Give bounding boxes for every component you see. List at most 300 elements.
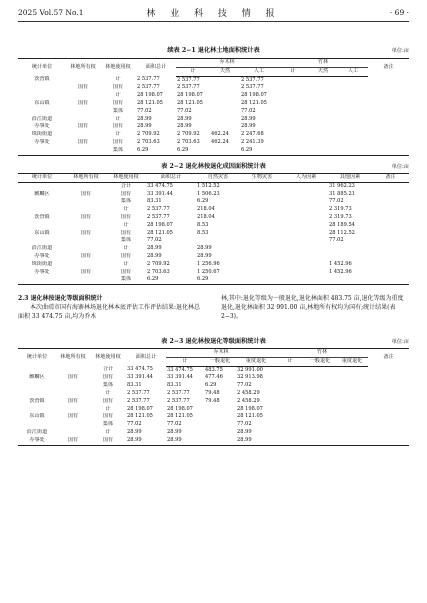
table-cell: [66, 108, 100, 116]
table-cell: [18, 84, 66, 92]
table-cell: 28.99: [237, 428, 252, 435]
table-cell: 31 962.23: [329, 182, 355, 189]
table-cell: 28 198.07: [237, 405, 263, 412]
table-cell: 珠街街道: [31, 131, 53, 138]
table-cell: [368, 413, 409, 421]
table-cell: 28.99: [241, 123, 256, 130]
table-cell: 合计: [120, 182, 132, 189]
table-cell: [368, 92, 409, 100]
table-cell: [304, 374, 336, 382]
table-row: [18, 261, 409, 269]
table-cell: [18, 237, 66, 245]
table-cell: [338, 92, 368, 100]
table-cell: [240, 222, 284, 230]
table2-header-cell: 备注: [372, 174, 409, 183]
table-cell: 2 537.77: [177, 84, 200, 91]
table-cell: 沿江街道: [31, 115, 53, 122]
table-cell: [18, 421, 56, 429]
table-cell: [18, 366, 56, 374]
table-cell: [18, 222, 66, 230]
table-cell: 国有: [112, 123, 124, 130]
table-cell: 计: [115, 92, 121, 99]
table-row: [18, 131, 409, 139]
table-cell: 2 537.77: [241, 76, 264, 83]
table-cell: [18, 406, 56, 414]
table2-header-cell: 面积总计: [146, 174, 196, 183]
table-row: [18, 269, 409, 277]
section-text-left: 本次曲靖市国有海寨林场退化林本底评估工作评估结果:退化林总面积 33 474.75 亩,均为乔木: [18, 304, 201, 321]
table-cell: 国有: [80, 268, 92, 275]
table-cell: 28.99: [241, 115, 256, 122]
table-cell: [56, 429, 90, 437]
table-cell: [284, 276, 328, 284]
table-row: [18, 421, 409, 429]
table-row: [18, 214, 409, 222]
table-cell: [284, 191, 328, 199]
table-cell: 28 121.05: [177, 99, 203, 106]
table-cell: 28.99: [237, 436, 252, 443]
table-row: [18, 382, 409, 390]
table-cell: 32 991.00: [237, 366, 263, 373]
table-cell: 8.53: [197, 221, 209, 228]
table-cell: [204, 413, 236, 421]
table-cell: [304, 437, 336, 445]
table1-header-use: 林地使用权: [105, 63, 131, 70]
table-cell: [368, 366, 409, 374]
journal-volume: 2025 Vol.57 No.1: [18, 8, 84, 17]
table-cell: [276, 366, 304, 374]
table-cell: [368, 108, 409, 116]
table-cell: [278, 116, 308, 124]
table-cell: 28.99: [127, 436, 142, 443]
table-cell: [336, 421, 368, 429]
table3-sub: 一般退化: [304, 357, 336, 366]
table-cell: 国有: [80, 190, 92, 197]
table-cell: 珠街街道: [31, 260, 53, 267]
table-cell: [278, 76, 308, 84]
table-cell: [372, 206, 409, 214]
table-cell: 77.02: [241, 107, 256, 114]
table-cell: [304, 390, 336, 398]
page-number: · 69 ·: [389, 8, 409, 17]
table2-header-cell: 人为因素: [284, 174, 328, 183]
table-row: [18, 139, 409, 147]
table-row: [18, 100, 409, 108]
table3-sub: 计: [276, 357, 304, 366]
table-cell: 28.99: [137, 123, 152, 130]
table-cell: [278, 92, 308, 100]
table-cell: [210, 147, 240, 155]
table-cell: [368, 76, 409, 84]
table-cell: [372, 191, 409, 199]
table1-sub: 人工: [338, 67, 368, 76]
table-cell: [368, 116, 409, 124]
table-cell: 国有: [102, 436, 114, 443]
table-cell: 2 703.63: [137, 138, 160, 145]
table-cell: [210, 123, 240, 131]
table-cell: 28 198.07: [241, 92, 267, 99]
table-cell: 28.99: [127, 428, 142, 435]
table-cell: 2 537.77: [241, 84, 264, 91]
table-cell: [338, 100, 368, 108]
table-cell: [368, 131, 409, 139]
table2-header-cell: 林地所有权: [66, 174, 106, 183]
table-cell: 计: [123, 260, 129, 267]
table-cell: 33 474.75: [147, 182, 173, 189]
table-cell: [338, 147, 368, 155]
table-row: [18, 198, 409, 206]
table-cell: [308, 147, 338, 155]
table3-sub: 重度退化: [236, 357, 276, 366]
table-cell: 462.24: [211, 131, 229, 138]
table-cell: 77.02: [329, 198, 344, 205]
table-cell: [368, 398, 409, 406]
table2-unit: 单位:亩: [391, 164, 409, 170]
running-header: [18, 6, 409, 20]
table3-header-arbor: 乔木林: [166, 349, 276, 358]
table1-header-bamboo: 竹林: [278, 59, 368, 68]
table-cell: [66, 182, 106, 190]
table-cell: [66, 131, 100, 139]
table-row: [18, 76, 409, 84]
table-cell: 国有: [112, 99, 124, 106]
table-cell: 国有: [112, 138, 124, 145]
table-cell: [284, 237, 328, 245]
table1-unit: 单位:亩: [391, 48, 409, 54]
table-cell: [284, 206, 328, 214]
table-cell: 2 709.92: [137, 131, 160, 138]
table-row: [18, 222, 409, 230]
table-cell: 28.99: [147, 245, 162, 252]
table-cell: [304, 421, 336, 429]
table-cell: 2 241.39: [241, 138, 264, 145]
table-cell: [372, 245, 409, 253]
table-cell: 国有: [77, 138, 89, 145]
table-cell: [240, 237, 284, 245]
table-cell: 茨营镇: [34, 213, 50, 220]
table3-header-total: 面积总计: [135, 353, 157, 360]
table-cell: [368, 406, 409, 414]
table-cell: 83.31: [147, 198, 162, 205]
table-cell: [308, 76, 338, 84]
table-cell: 2 537.77: [147, 206, 170, 213]
table-cell: [240, 253, 284, 261]
table-cell: 2 537.77: [177, 76, 200, 83]
table3-caption: 表 2−3 退化林按退化等级面积统计表: [161, 338, 266, 345]
table-cell: [284, 253, 328, 261]
table-row: [18, 108, 409, 116]
table-cell: 集体: [102, 382, 114, 389]
table-row: [18, 245, 409, 253]
journal-title: 林 业 科 技 情 报: [146, 9, 281, 19]
table3-sub: 计: [166, 357, 204, 366]
table1-header-note: 备注: [383, 63, 394, 70]
table3-header-use: 林地使用权: [95, 353, 121, 360]
table-cell: [304, 413, 336, 421]
section-text-right: 林,其中:退化等级为一般退化,退化林面积 483.75 亩,退化等级为重度退化,退化林面积 32 991.00 亩,林地所有权均为国有;统计结果(表 2−3)。: [221, 295, 404, 321]
table-cell: [284, 245, 328, 253]
table-cell: [240, 191, 284, 199]
table-cell: 计: [123, 221, 129, 228]
table-cell: 218.04: [197, 206, 215, 213]
table-row: [18, 147, 409, 155]
table-cell: [308, 100, 338, 108]
table-cell: 28.99: [197, 252, 212, 259]
table3-body: [18, 366, 409, 445]
table-cell: [66, 147, 100, 155]
section-heading: 2.3 退化林按退化等级面积统计: [18, 295, 103, 302]
table-cell: 集体: [120, 198, 132, 205]
table-cell: [66, 198, 106, 206]
table1-header-ownership: 林地所有权: [70, 63, 96, 70]
table-cell: [284, 198, 328, 206]
table-cell: 国有: [102, 374, 114, 381]
table-cell: [284, 269, 328, 277]
table-cell: 33 391.44: [127, 374, 153, 381]
table-cell: 国有: [67, 413, 79, 420]
table-cell: 6.29: [197, 198, 209, 205]
table-cell: 国有: [77, 84, 89, 91]
table-cell: [196, 237, 240, 245]
table-cell: [372, 261, 409, 269]
table-cell: [56, 406, 90, 414]
table-cell: [240, 269, 284, 277]
table-cell: 麒麟区: [34, 190, 50, 197]
table-cell: 茨营镇: [29, 397, 45, 404]
table-cell: [336, 406, 368, 414]
table-cell: 2 458.29: [237, 389, 260, 396]
table-cell: [240, 214, 284, 222]
table-cell: 国有: [80, 252, 92, 259]
table2-body: [18, 182, 409, 284]
table-cell: [66, 206, 106, 214]
table-cell: [276, 382, 304, 390]
table-cell: [304, 398, 336, 406]
table-cell: [368, 437, 409, 445]
table-cell: [368, 84, 409, 92]
table3-header-ownership: 林地所有权: [60, 353, 86, 360]
table-cell: 77.02: [237, 421, 252, 428]
table-cell: [210, 100, 240, 108]
table-cell: 79.48: [205, 389, 220, 396]
table-cell: 218.04: [197, 213, 215, 220]
table-cell: [18, 198, 66, 206]
table-cell: 计: [115, 76, 121, 83]
table-cell: [368, 429, 409, 437]
table-cell: [308, 108, 338, 116]
table1-header-arbor: 乔木林: [176, 59, 278, 68]
table-cell: 77.02: [147, 237, 162, 244]
table3-header-unit: 统计单位: [26, 353, 48, 360]
table-cell: 2 709.92: [147, 260, 170, 267]
table-cell: 国有: [120, 190, 132, 197]
table-cell: [240, 276, 284, 284]
table-cell: [210, 84, 240, 92]
table-cell: 83.31: [167, 382, 182, 389]
table-cell: 国有: [67, 374, 79, 381]
table-cell: [18, 147, 66, 155]
table-cell: [240, 261, 284, 269]
table-cell: [276, 429, 304, 437]
table-cell: 28.99: [167, 436, 182, 443]
table-cell: [18, 276, 66, 284]
table-cell: [18, 382, 56, 390]
table-row: [18, 230, 409, 238]
table-cell: [210, 116, 240, 124]
table-cell: [284, 230, 328, 238]
table-cell: [368, 100, 409, 108]
table-cell: 计: [115, 115, 121, 122]
table-cell: 28 112.52: [329, 229, 355, 236]
table-cell: 33 474.75: [167, 366, 193, 373]
table-cell: 28 198.07: [177, 92, 203, 99]
table-cell: 2 319.73: [329, 213, 352, 220]
table-cell: [308, 131, 338, 139]
table-cell: 28 121.05: [137, 99, 163, 106]
table-cell: 28.99: [167, 428, 182, 435]
table-cell: [338, 116, 368, 124]
table-cell: [308, 92, 338, 100]
table-cell: [278, 84, 308, 92]
table-cell: 32 913.98: [237, 374, 263, 381]
table-cell: 办事处: [34, 138, 50, 145]
table-cell: [204, 437, 236, 445]
table-cell: [338, 108, 368, 116]
table1-body: [18, 76, 409, 155]
table-cell: 6.29: [197, 276, 209, 283]
table-cell: [276, 406, 304, 414]
table-cell: 8.53: [197, 229, 209, 236]
table-cell: [336, 374, 368, 382]
table-cell: 国有: [77, 123, 89, 130]
table-cell: [372, 222, 409, 230]
table-cell: 2 537.77: [127, 389, 150, 396]
table-cell: [56, 421, 90, 429]
table-cell: 2 537.77: [127, 397, 150, 404]
table-cell: [276, 374, 304, 382]
table-cell: 1 452.96: [329, 260, 352, 267]
table1-sub: 天然: [308, 67, 338, 76]
table-cell: [278, 139, 308, 147]
table-cell: 77.02: [127, 421, 142, 428]
table-cell: 计: [123, 206, 129, 213]
table-cell: 28.99: [177, 123, 192, 130]
table-cell: [336, 366, 368, 374]
table3-header-bamboo: 竹林: [276, 349, 368, 358]
table-cell: 477.46: [205, 374, 223, 381]
table1-sub: 天然: [210, 67, 240, 76]
table-cell: [308, 84, 338, 92]
table-cell: 办事处: [34, 123, 50, 130]
table-cell: 2 458.29: [237, 397, 260, 404]
table-cell: 2 319.73: [329, 206, 352, 213]
table-cell: 集体: [112, 107, 124, 114]
table-cell: [328, 245, 372, 253]
table-cell: [276, 390, 304, 398]
table-cell: [372, 182, 409, 190]
table-row: [18, 92, 409, 100]
table-cell: 东山镇: [34, 229, 50, 236]
table2-header: [18, 174, 409, 183]
table-cell: 2 247.68: [241, 131, 264, 138]
table-cell: 28 121.05: [147, 229, 173, 236]
table-cell: [304, 366, 336, 374]
table-row: [18, 374, 409, 382]
table-cell: [372, 253, 409, 261]
table-cell: [338, 76, 368, 84]
table-cell: 集体: [102, 421, 114, 428]
table-cell: [368, 421, 409, 429]
table-cell: [338, 131, 368, 139]
table2-header-cell: 林地使用权: [106, 174, 146, 183]
table-cell: 集体: [112, 146, 124, 153]
table-cell: 办事处: [34, 252, 50, 259]
table-row: [18, 191, 409, 199]
table-cell: 77.02: [177, 107, 192, 114]
table-cell: 国有: [80, 229, 92, 236]
table-cell: 2 709.92: [177, 131, 200, 138]
table-cell: [336, 382, 368, 390]
table-cell: 28 121.05: [237, 413, 263, 420]
table2-header-cell: 其他因素: [328, 174, 372, 183]
table-row: [18, 253, 409, 261]
table2-caption: 表 2−2 退化林按退化成因面积统计表: [161, 163, 266, 170]
table-cell: [372, 237, 409, 245]
table-cell: 28.99: [197, 245, 212, 252]
table-cell: 1 506.23: [197, 190, 220, 197]
table-cell: 2 537.77: [167, 389, 190, 396]
table-cell: 计: [105, 428, 111, 435]
table-cell: [338, 139, 368, 147]
table3: [18, 348, 409, 446]
table-cell: 东山镇: [34, 99, 50, 106]
table-cell: 2 703.63: [177, 138, 200, 145]
table-cell: 集体: [120, 276, 132, 283]
table-row: [18, 237, 409, 245]
table-row: [18, 413, 409, 421]
table-cell: [372, 276, 409, 284]
table-cell: 2 537.77: [167, 397, 190, 404]
table-cell: 28.99: [177, 115, 192, 122]
table-cell: [240, 198, 284, 206]
table-cell: 77.02: [167, 421, 182, 428]
table-cell: 国有: [120, 252, 132, 259]
table-cell: 国有: [120, 213, 132, 220]
table-cell: [338, 123, 368, 131]
table3-sub: 重度退化: [336, 357, 368, 366]
table-cell: [278, 100, 308, 108]
table-cell: [18, 92, 66, 100]
table2-header-cell: 统计单位: [18, 174, 66, 183]
table-cell: 办事处: [34, 268, 50, 275]
table-cell: [240, 245, 284, 253]
table-cell: [336, 390, 368, 398]
table-cell: [210, 76, 240, 84]
table-cell: 计: [123, 245, 129, 252]
table-cell: [18, 390, 56, 398]
table-cell: [18, 182, 66, 190]
table-row: [18, 276, 409, 284]
table-cell: 东山镇: [29, 413, 45, 420]
table-cell: [204, 429, 236, 437]
table-cell: [18, 108, 66, 116]
table-cell: [368, 123, 409, 131]
table1-header-unit: 统计单位: [31, 63, 53, 70]
table3-unit: 单位:亩: [391, 339, 409, 345]
table-cell: 沿江街道: [26, 428, 48, 435]
table-cell: [284, 182, 328, 190]
table-cell: 2 537.77: [137, 76, 160, 83]
